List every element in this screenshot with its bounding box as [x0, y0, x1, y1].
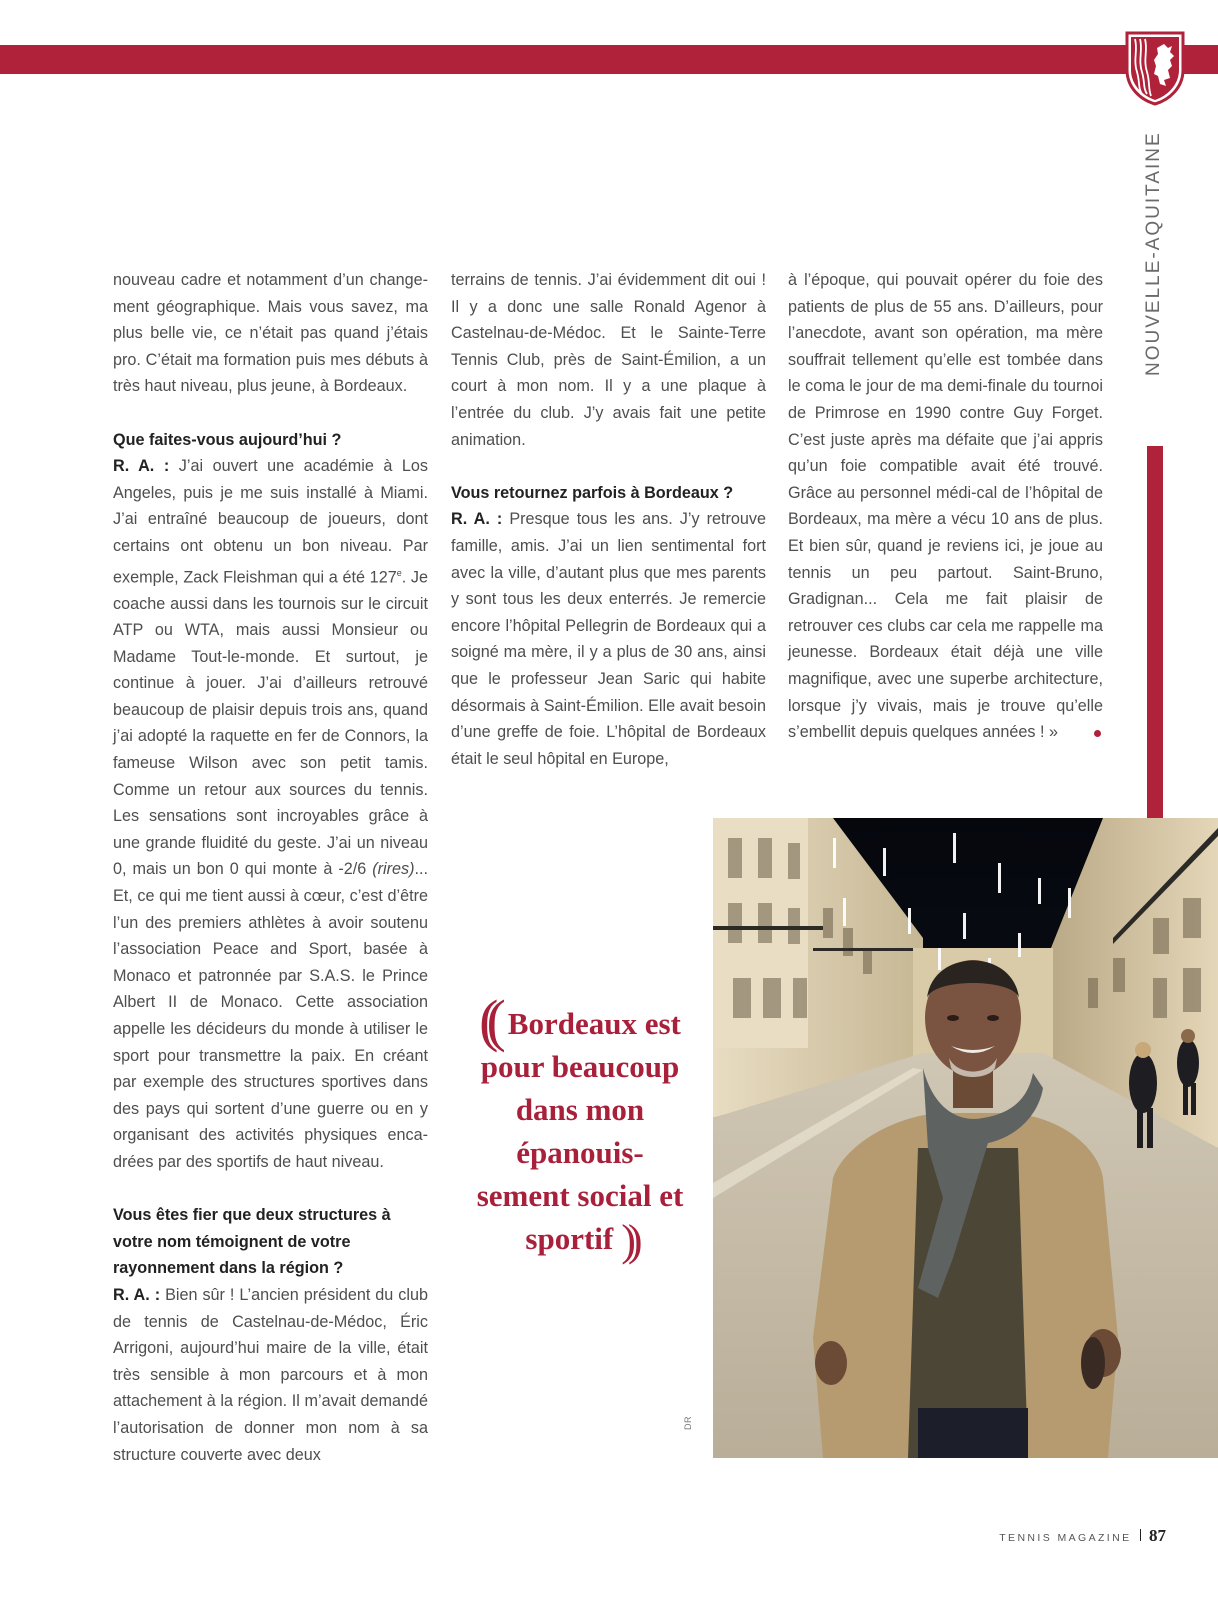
footer-separator: [1140, 1529, 1142, 1541]
paragraph: [788, 267, 1103, 746]
ordinal-suffix: e: [396, 567, 402, 578]
interview-answer: [113, 1282, 428, 1468]
interview-answer: [451, 506, 766, 772]
answer-text: Bien sûr ! L’ancien président du club de tennis de Castelnau-de-Médoc, Éric Arrigoni, aujourd’hui maire de la ville, était très sensible à mon parcours et à mon attachement à la région. Il m’avait demandé l’autorisation de donner mon nom à sa structure couverte avec deux: [113, 1285, 428, 1464]
street-night-photo: [713, 818, 1218, 1458]
speaker-initials: R. A. :: [451, 510, 503, 529]
answer-text: à l’époque, qui pouvait opérer du foie des patients de plus de 55 ans. D’ailleurs, pour l’anecdote, avant son opération, ma mère souffrait tellement qu’elle est tombée dans le coma le jour de ma demi-finale du tournoi de Primrose en 1990 contre Guy Forget. C’est juste après ma défaite que j’ai appris qu’un foie compatible avait été trouvé. Grâce au personnel médi-cal de l’hôpital de Bordeaux, ma mère a vécu 10 ans de plus. Et bien sûr, quand je reviens ici, je joue au tennis un peu partout. Saint-Bruno, Gradignan... Cela me fait plaisir de retrouver ces clubs car cela me rappelle ma jeunesse. Bordeaux était déjà une ville magnifique, avec une superbe architecture, lorsque j’y vivais, mais je trouve qu’elle s’embellit depuis quelques années ! »: [788, 271, 1103, 742]
article-column-1: [113, 267, 428, 1468]
paragraph: nouveau cadre et notamment d’un change-ment géographique. Mais vous savez, ma plus belle vie, ce n’était pas quand j’étais pro. C’était ma formation puis mes débuts à très haut niveau, plus jeune, à Bordeaux.: [113, 271, 428, 396]
answer-text: J’ai ouvert une académie à Los Angeles, puis je me suis installé à Miami. J’ai entraîné beaucoup de joueurs, dont certains ont obtenu un bon niveau. Par exemple, Zack Fleishman qui a été 127: [113, 457, 428, 586]
red-accent-bar: [1147, 446, 1163, 821]
region-label: NOUVELLE-AQUITAINE: [1143, 131, 1164, 376]
page-number: 87: [1149, 1526, 1166, 1545]
end-of-article-dot-icon: [1094, 730, 1101, 737]
pull-quote: [470, 988, 690, 1265]
interview-question: Que faites-vous aujourd’hui ?: [113, 430, 342, 449]
page-footer: [999, 1526, 1166, 1546]
open-quote-mark: ((: [479, 988, 494, 1053]
interview-answer: [113, 453, 428, 1175]
answer-text: Presque tous les ans. J’y retrouve famille, amis. J’ai un lien sentimental fort avec la ville, d’autant plus que mes parents y sont tous les deux enterrés. Je remercie encore l’hôpital Pellegrin de Bordeaux qui a soigné ma mère, il y a plus de 30 ans, ainsi que le professeur Jean Saric qui habite désormais à Saint-Émilion. Elle avait besoin d’une greffe de foie. L’hôpital de Bordeaux était le seul hôpital en Europe,: [451, 510, 766, 768]
article-column-2: [451, 267, 766, 772]
lion-crest-icon: [1124, 30, 1186, 106]
interview-question: Vous êtes fier que deux structures à votre nom témoignent de votre rayonnement dans la région ?: [113, 1206, 391, 1278]
speaker-initials: R. A. :: [113, 457, 170, 476]
pull-quote-text: Bordeaux est pour beaucoup dans mon épanouis-sement social et sportif: [476, 1006, 684, 1256]
article-column-3: [788, 267, 1103, 746]
close-quote-mark: )): [621, 1216, 635, 1265]
answer-text: ... Et, ce qui me tient aussi à cœur, c’est d’être l’un des premiers athlètes à avoir soutenu l’association Peace and Sport, basée à Monaco et patronnée par S.A.S. le Prince Albert II de Monaco. Cette association appelle les décideurs du monde à utiliser le sport pour transmettre la paix. En créant par exemple des structures sportives dans des pays qui sortent d’une guerre ou en y organisant des activités physiques enca-drées par des sportifs de haut niveau.: [113, 860, 428, 1171]
interview-question: Vous retournez parfois à Bordeaux ?: [451, 483, 734, 502]
speaker-initials: R. A. :: [113, 1285, 161, 1304]
magazine-name: TENNIS MAGAZINE: [999, 1532, 1132, 1544]
aside-text: (rires): [372, 860, 415, 879]
header-red-band: [0, 45, 1218, 74]
answer-text: . Je coache aussi dans les tournois sur le circuit ATP ou WTA, mais aussi Monsieur ou Madame Tout-le-monde. Et surtout, je continue à jouer. J’ai d’ailleurs retrouvé beaucoup de plaisir depuis trois ans, quand j’ai adopté la raquette en fer de Connors, la fameuse Wilson avec son petit tamis. Comme un retour aux sources du tennis. Les sensations sont incroyables grâce à une grande fluidité du geste. J’ai un niveau 0, mais un bon 0 qui monte à -2/6: [113, 567, 429, 879]
photo-credit: DR: [683, 1416, 693, 1430]
article-photo: [713, 818, 1218, 1458]
paragraph: terrains de tennis. J’ai évidemment dit oui ! Il y a donc une salle Ronald Agenor à Castelnau-de-Médoc. Et le Sainte-Terre Tennis Club, près de Saint-Émilion, a un court à mon nom. Il y a une plaque à l’entrée du club. J’y avais fait une petite animation.: [451, 271, 766, 449]
